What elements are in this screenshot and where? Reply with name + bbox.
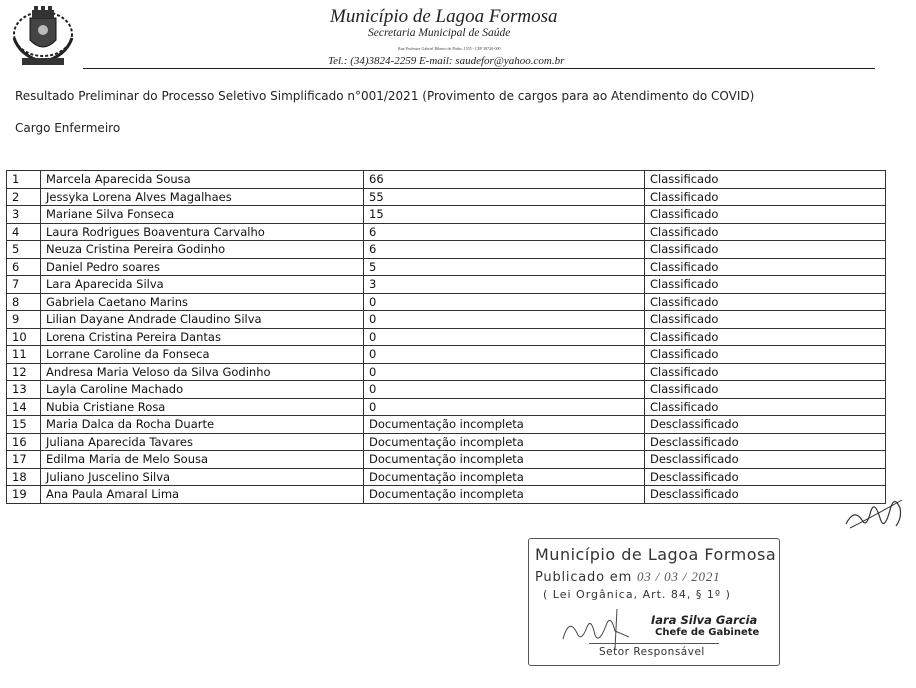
- stamp-published-line: Publicado em 03 / 03 / 2021: [535, 569, 721, 585]
- candidate-name: Neuza Cristina Pereira Godinho: [41, 241, 364, 259]
- row-number: 4: [7, 223, 41, 241]
- candidate-status: Classificado: [645, 223, 886, 241]
- row-number: 10: [7, 328, 41, 346]
- candidate-score: Documentação incompleta: [364, 451, 645, 469]
- handwritten-initials-icon: [840, 488, 910, 538]
- row-number: 15: [7, 416, 41, 434]
- candidate-status: Classificado: [645, 206, 886, 224]
- row-number: 18: [7, 468, 41, 486]
- table-row: [7, 381, 886, 399]
- row-number: 3: [7, 206, 41, 224]
- stamp-law-reference: ( Lei Orgânica, Art. 84, § 1º ): [543, 588, 731, 601]
- candidate-name: Nubia Cristiane Rosa: [41, 398, 364, 416]
- table-row: [7, 363, 886, 381]
- candidate-status: Desclassificado: [645, 451, 886, 469]
- candidate-name: Daniel Pedro soares: [41, 258, 364, 276]
- contact-line: Tel.: (34)3824-2259 E-mail: saudefor@yahoo.com.br: [328, 55, 565, 67]
- table-row: [7, 223, 886, 241]
- secretariat-subtitle: Secretaria Municipal de Saúde: [368, 27, 511, 39]
- row-number: 1: [7, 171, 41, 189]
- candidate-status: Classificado: [645, 171, 886, 189]
- stamp-date-year: 2021: [691, 569, 721, 584]
- table-row: [7, 276, 886, 294]
- candidate-status: Desclassificado: [645, 433, 886, 451]
- candidate-name: Edilma Maria de Melo Sousa: [41, 451, 364, 469]
- candidate-score: 0: [364, 328, 645, 346]
- stamp-municipality: Município de Lagoa Formosa: [535, 545, 777, 564]
- candidate-score: Documentação incompleta: [364, 486, 645, 504]
- municipality-title: Município de Lagoa Formosa: [330, 6, 558, 27]
- candidate-score: 15: [364, 206, 645, 224]
- table-row: [7, 311, 886, 329]
- candidate-score: 3: [364, 276, 645, 294]
- stamp-date-day: 03: [636, 569, 652, 584]
- row-number: 14: [7, 398, 41, 416]
- candidate-score: 0: [364, 293, 645, 311]
- table-row: [7, 416, 886, 434]
- candidate-score: Documentação incompleta: [364, 468, 645, 486]
- candidate-score: 55: [364, 188, 645, 206]
- row-number: 12: [7, 363, 41, 381]
- results-table: [6, 170, 886, 504]
- table-row: [7, 258, 886, 276]
- address-line: Rua Professor Gabriel Ribeiro de Pinho, 1555 - CEP 38720-000: [398, 46, 501, 51]
- candidate-score: 0: [364, 398, 645, 416]
- row-number: 7: [7, 276, 41, 294]
- candidate-status: Classificado: [645, 311, 886, 329]
- candidate-score: 5: [364, 258, 645, 276]
- row-number: 13: [7, 381, 41, 399]
- table-row: [7, 451, 886, 469]
- publication-stamp: [528, 538, 780, 666]
- table-row: [7, 486, 886, 504]
- stamp-signer-name: Iara Silva Garcia: [651, 613, 758, 627]
- candidate-status: Classificado: [645, 328, 886, 346]
- table-row: [7, 241, 886, 259]
- candidate-name: Ana Paula Amaral Lima: [41, 486, 364, 504]
- candidate-score: 6: [364, 223, 645, 241]
- candidate-status: Classificado: [645, 363, 886, 381]
- candidate-name: Maria Dalca da Rocha Duarte: [41, 416, 364, 434]
- table-row: [7, 328, 886, 346]
- document-title: Resultado Preliminar do Processo Seletivo Simplificado n°001/2021 (Provimento de cargos para ao Atendimento do COVID): [15, 89, 755, 103]
- candidate-name: Jessyka Lorena Alves Magalhaes: [41, 188, 364, 206]
- candidate-status: Classificado: [645, 276, 886, 294]
- row-number: 19: [7, 486, 41, 504]
- candidate-status: Classificado: [645, 293, 886, 311]
- candidate-name: Lorrane Caroline da Fonseca: [41, 346, 364, 364]
- candidate-score: 6: [364, 241, 645, 259]
- row-number: 17: [7, 451, 41, 469]
- candidate-status: Classificado: [645, 381, 886, 399]
- candidate-name: Lilian Dayane Andrade Claudino Silva: [41, 311, 364, 329]
- table-row: [7, 468, 886, 486]
- stamp-signer-role: Chefe de Gabinete: [655, 627, 760, 638]
- row-number: 9: [7, 311, 41, 329]
- row-number: 5: [7, 241, 41, 259]
- candidate-name: Laura Rodrigues Boaventura Carvalho: [41, 223, 364, 241]
- candidate-score: 0: [364, 311, 645, 329]
- row-number: 16: [7, 433, 41, 451]
- table-row: [7, 433, 886, 451]
- table-row: [7, 398, 886, 416]
- candidate-name: Layla Caroline Machado: [41, 381, 364, 399]
- table-row: [7, 206, 886, 224]
- stamp-sector-label: Setor Responsável: [599, 646, 705, 658]
- candidate-status: Desclassificado: [645, 416, 886, 434]
- candidate-name: Mariane Silva Fonseca: [41, 206, 364, 224]
- candidate-status: Classificado: [645, 346, 886, 364]
- candidate-name: Lara Aparecida Silva: [41, 276, 364, 294]
- candidate-name: Juliano Juscelino Silva: [41, 468, 364, 486]
- candidate-status: Classificado: [645, 398, 886, 416]
- candidate-status: Classificado: [645, 188, 886, 206]
- candidate-score: Documentação incompleta: [364, 416, 645, 434]
- candidate-name: Juliana Aparecida Tavares: [41, 433, 364, 451]
- stamp-date-month: 03: [664, 569, 679, 584]
- candidate-status: Classificado: [645, 258, 886, 276]
- table-row: [7, 346, 886, 364]
- candidate-score: 0: [364, 381, 645, 399]
- row-number: 2: [7, 188, 41, 206]
- candidate-score: 66: [364, 171, 645, 189]
- stamp-signature-line: [589, 643, 719, 644]
- stamp-published-label: Publicado em: [535, 570, 633, 585]
- candidate-score: Documentação incompleta: [364, 433, 645, 451]
- candidate-name: Gabriela Caetano Marins: [41, 293, 364, 311]
- table-row: [7, 188, 886, 206]
- candidate-status: Desclassificado: [645, 468, 886, 486]
- header-divider: [83, 68, 875, 69]
- cargo-label: Cargo Enfermeiro: [15, 121, 121, 135]
- candidate-status: Desclassificado: [645, 486, 886, 504]
- table-row: [7, 171, 886, 189]
- row-number: 6: [7, 258, 41, 276]
- candidate-score: 0: [364, 363, 645, 381]
- table-row: [7, 293, 886, 311]
- candidate-name: Lorena Cristina Pereira Dantas: [41, 328, 364, 346]
- candidate-status: Classificado: [645, 241, 886, 259]
- row-number: 8: [7, 293, 41, 311]
- row-number: 11: [7, 346, 41, 364]
- municipal-coat-of-arms-icon: [10, 4, 76, 70]
- candidate-score: 0: [364, 346, 645, 364]
- candidate-name: Marcela Aparecida Sousa: [41, 171, 364, 189]
- candidate-name: Andresa Maria Veloso da Silva Godinho: [41, 363, 364, 381]
